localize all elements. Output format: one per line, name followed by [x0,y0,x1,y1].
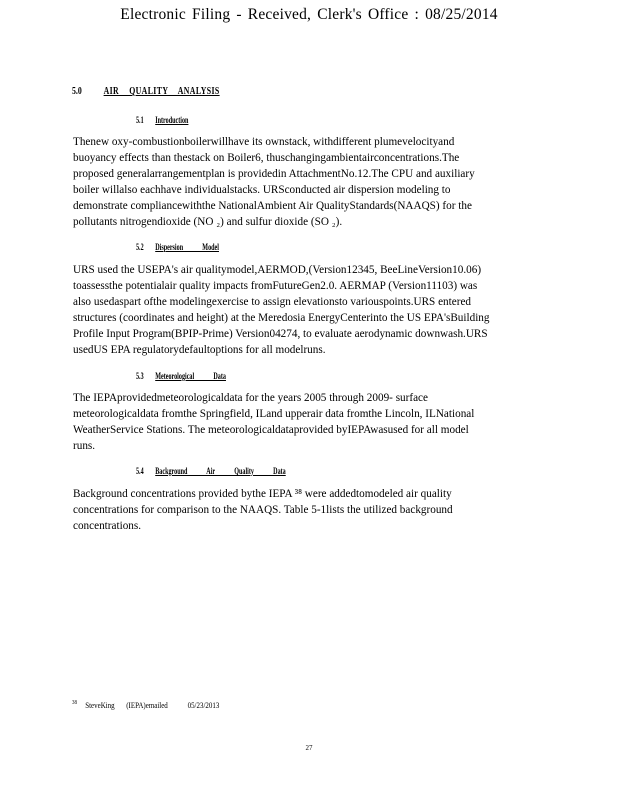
subsection-number: 5.3 [136,371,144,381]
text-line: buoyancy effects than thestack on Boiler6, thuschangingambientairconcentrations.The [73,152,460,164]
footnote [72,700,219,710]
text-line: The IEPAprovidedmeteorologicaldata for the years 2005 through 2009- surface [73,392,428,404]
text-line: toassessthe potentialair quality impacts fromFutureGen2.0. AERMAP (Version11103) was [73,280,478,292]
text-line: meteorologicaldata fromthe Springfield, ILand upperair data fromthe Lincoln, ILNational [73,408,475,420]
paragraph-background-air-quality [73,486,507,534]
text-line: usedUS EPA regulatorydefaultoptions for all modelruns. [73,344,326,356]
text-line: Thenew oxy-combustionboilerwillhave its ownstack, withdifferent plumevelocityand [73,136,455,148]
text-line: WeatherService Stations. The meteorologicaldataprovided byIEPAwasused for all model [73,424,469,436]
subsection-number: 5.1 [136,115,144,125]
footnote-date: 05/23/2013 [187,700,220,710]
text-line: also usedaspart ofthe modelingexercise to assign elevationsto variouspoints.URS entered [73,296,471,308]
paragraph-introduction [73,134,507,230]
subsection-heading-background-air-quality [136,466,303,476]
text-line: Profile Input Program(BPIP-Prime) Version04274, to evaluate aerodynamic downwash.URS [73,328,488,340]
subsection-heading-meteorological-data [136,371,244,381]
subsection-number: 5.4 [136,466,144,476]
text-line: Background concentrations provided bythe IEPA ³⁸ were addedtomodeled air quality [73,488,452,500]
text-line: URS used the USEPA's air qualitymodel,AERMOD,(Version12345, BeeLineVersion10.06) [73,264,482,276]
paragraph-dispersion-model [73,262,507,358]
subsection-number: 5.2 [136,242,144,252]
text-line: runs. [73,440,96,452]
subsection-title: Meteorological Data [155,371,226,381]
subsection-heading-dispersion-model [136,242,237,252]
footnote-name: SteveKing [85,700,115,710]
page-number: 27 [305,744,313,752]
section-title: AIR QUALITY ANALYSIS [103,86,220,97]
paragraph-meteorological-data [73,390,507,454]
text-line: pollutants nitrogendioxide (NO ₂) and sulfur dioxide (SO ₂). [73,216,343,228]
footnote-mark: 38 [72,700,77,707]
text-line: concentrations. [73,520,142,532]
footnote-source: (IEPA)emailed [126,700,168,710]
subsection-title: Dispersion Model [155,242,219,252]
subsection-title: Background Air Quality Data [155,466,286,476]
text-line: demonstrate compliancewiththe NationalAmbient Air QualityStandards(NAAQS) for the [73,200,472,212]
text-line: concentrations for comparison to the NAAQS. Table 5-1lists the utilized background [73,504,453,516]
subsection-title: Introduction [155,115,189,125]
text-line: proposed generalarrangementplan is providedin AttachmentNo.12.The CPU and auxiliary [73,168,475,180]
subsection-heading-introduction [136,115,206,125]
filing-header: Electronic Filing - Received, Clerk's Office : 08/25/2014 [120,6,498,23]
text-line: structures (coordinates and height) at the Meredosia EnergyCenterinto the US EPA'sBuilding [73,312,490,324]
section-number: 5.0 [72,86,82,97]
section-heading [72,86,237,97]
text-line: boiler willalso eachhave individualstacks. URSconducted air dispersion modeling to [73,184,451,196]
